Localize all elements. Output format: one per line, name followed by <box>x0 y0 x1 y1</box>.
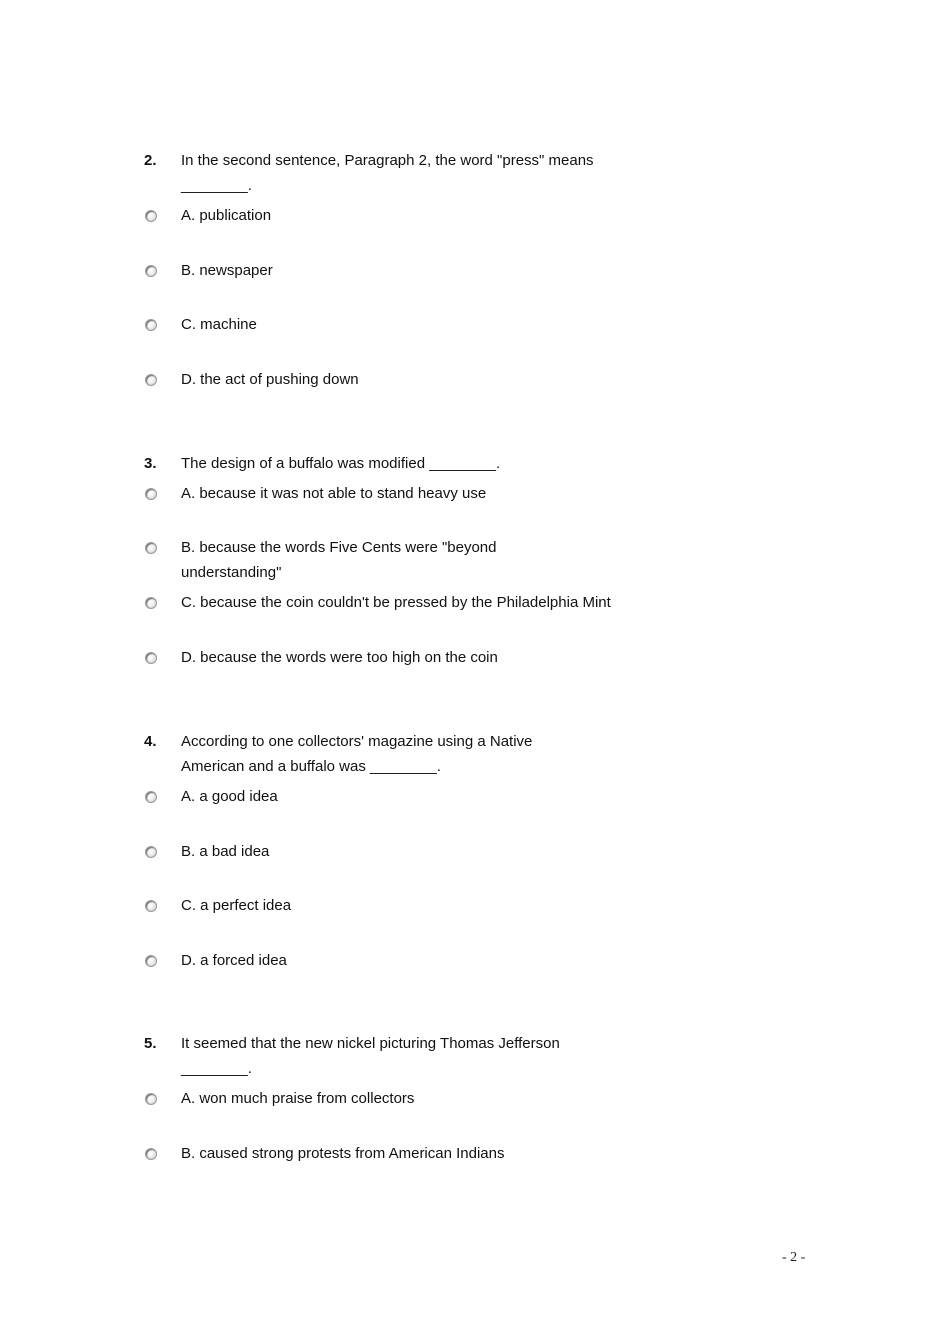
option-c[interactable] <box>144 312 644 367</box>
option-label: B. newspaper <box>181 262 273 279</box>
radio-button[interactable] <box>144 948 181 973</box>
option-label: A. because it was not able to stand heavy use <box>181 485 487 502</box>
option-label: D. the act of pushing down <box>181 371 359 388</box>
question-4 <box>144 729 644 978</box>
question-number: 5. <box>144 1035 157 1052</box>
option-b[interactable] <box>144 1141 644 1171</box>
question-number: 4. <box>144 733 157 750</box>
option-a[interactable] <box>144 481 644 535</box>
option-a[interactable] <box>144 1086 644 1141</box>
radio-button[interactable] <box>144 590 181 615</box>
option-label: A. a good idea <box>181 788 278 805</box>
question-number: 2. <box>144 152 157 169</box>
option-label: C. a perfect idea <box>181 897 292 914</box>
option-c[interactable] <box>144 893 644 948</box>
radio-button[interactable] <box>144 645 181 670</box>
option-a[interactable] <box>144 203 644 258</box>
option-a[interactable] <box>144 784 644 839</box>
question-5 <box>144 1031 644 1171</box>
question-text: In the second sentence, Paragraph 2, the word "press" means ________. <box>181 152 594 194</box>
option-label: B. because the words Five Cents were "beyond understanding" <box>181 539 497 581</box>
option-label: D. because the words were too high on the coin <box>181 649 498 666</box>
radio-button[interactable] <box>144 203 181 228</box>
option-b[interactable] <box>144 535 644 590</box>
question-text: According to one collectors' magazine using a Native American and a buffalo was ________. <box>181 733 533 775</box>
radio-button[interactable] <box>144 367 181 392</box>
radio-button[interactable] <box>144 784 181 809</box>
option-label: B. a bad idea <box>181 843 270 860</box>
option-d[interactable] <box>144 948 644 978</box>
option-label: C. because the coin couldn't be pressed by the Philadelphia Mint <box>181 594 611 611</box>
radio-button[interactable] <box>144 481 181 506</box>
page-number: - 2 - <box>782 1250 806 1265</box>
question-text: The design of a buffalo was modified ________. <box>181 455 501 472</box>
option-label: A. won much praise from collectors <box>181 1090 415 1107</box>
option-label: C. machine <box>181 316 257 333</box>
radio-button[interactable] <box>144 839 181 864</box>
radio-button[interactable] <box>144 1141 181 1166</box>
option-b[interactable] <box>144 839 644 893</box>
option-d[interactable] <box>144 367 644 397</box>
option-c[interactable] <box>144 590 644 645</box>
option-label: A. publication <box>181 207 272 224</box>
radio-button[interactable] <box>144 258 181 283</box>
option-d[interactable] <box>144 645 644 675</box>
radio-button[interactable] <box>144 893 181 918</box>
radio-button[interactable] <box>144 535 181 560</box>
radio-button[interactable] <box>144 1086 181 1111</box>
question-2 <box>144 148 644 397</box>
question-3 <box>144 451 644 675</box>
radio-button[interactable] <box>144 312 181 337</box>
question-number: 3. <box>144 455 157 472</box>
option-b[interactable] <box>144 258 644 312</box>
option-label: D. a forced idea <box>181 952 287 969</box>
question-text: It seemed that the new nickel picturing Thomas Jefferson ________. <box>181 1035 560 1077</box>
option-label: B. caused strong protests from American Indians <box>181 1145 505 1162</box>
